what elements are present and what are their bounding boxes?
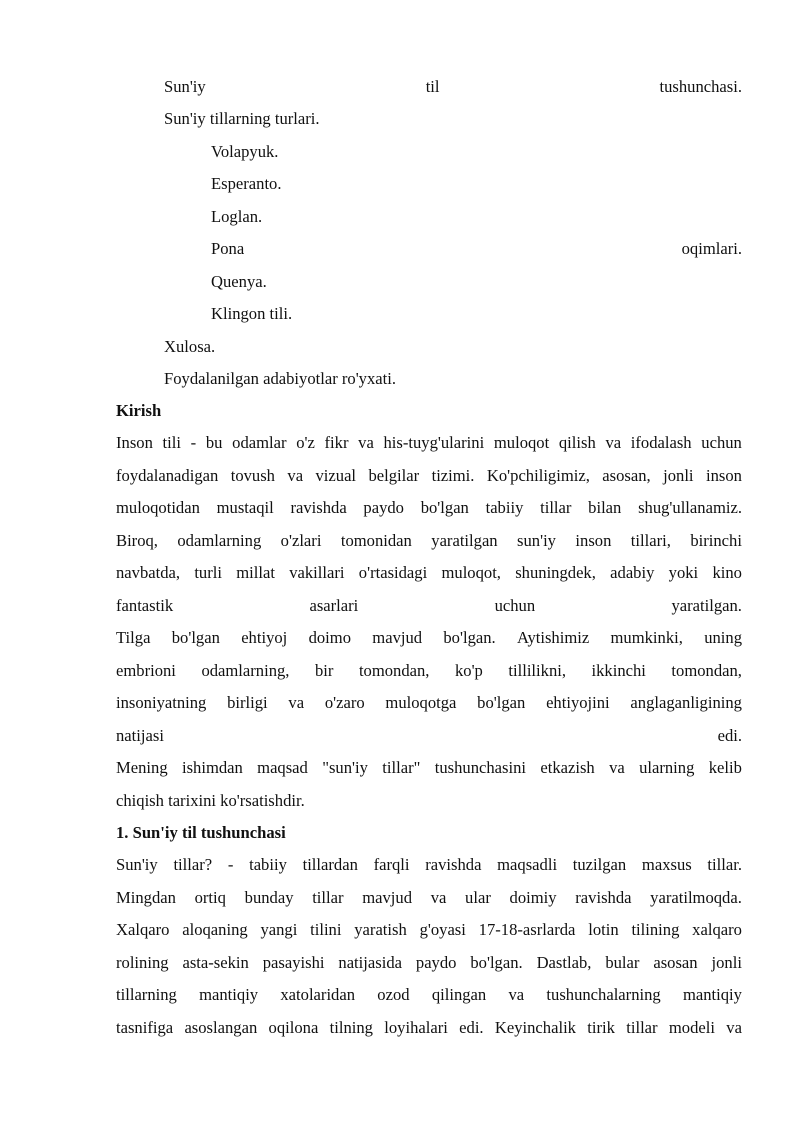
paragraph-line xyxy=(116,465,742,487)
word: xatolaridan xyxy=(280,985,356,1004)
word: Ko'pchiligimiz, xyxy=(486,466,590,485)
word: bo'lgan. xyxy=(443,628,496,647)
word: turli xyxy=(194,563,222,582)
toc-item-references: Foydalanilgan adabiyotlar ro'yxati. xyxy=(164,369,397,388)
word: farqli xyxy=(373,855,410,874)
word: bo'lgan xyxy=(420,498,469,517)
word: foydalanadigan xyxy=(116,466,219,485)
toc-item-conclusion: Xulosa. xyxy=(164,337,216,356)
word: shug'ullanamiz. xyxy=(638,498,742,517)
paragraph-line xyxy=(116,887,742,909)
word: mustaqil xyxy=(216,498,274,517)
word: embrioni xyxy=(116,661,176,680)
word: insoniyatning xyxy=(116,693,207,712)
word: shuningdek, xyxy=(515,563,596,582)
word: Inson xyxy=(116,433,153,452)
word: ularning xyxy=(639,758,695,777)
word: bilan xyxy=(588,498,622,517)
toc-subitem: Loglan. xyxy=(211,207,263,226)
word: tizimi. xyxy=(431,466,475,485)
word: paydo xyxy=(363,498,404,517)
word: odamlar xyxy=(232,433,287,452)
word: tillar? xyxy=(173,855,213,874)
section-heading-intro: Kirish xyxy=(116,401,162,420)
paragraph-line xyxy=(116,562,742,584)
word: tillar. xyxy=(707,855,742,874)
paragraph-line xyxy=(116,660,742,682)
word: oqimlari. xyxy=(681,239,742,258)
toc-item-types: Sun'iy tillarning turlari. xyxy=(164,109,320,128)
section-heading-concept: 1. Sun'iy til tushunchasi xyxy=(116,823,286,842)
word: modeli xyxy=(668,1018,715,1037)
word: ortiq xyxy=(194,888,226,907)
word: tilini xyxy=(310,920,342,939)
paragraph-line xyxy=(116,952,742,974)
word: yaratilgan. xyxy=(671,596,742,615)
word: Aytishimiz xyxy=(516,628,590,647)
word: tillarning xyxy=(116,985,177,1004)
word: tirik xyxy=(587,1018,615,1037)
paragraph-line xyxy=(116,497,742,519)
word: edi. xyxy=(459,1018,484,1037)
word: paydo xyxy=(415,953,457,972)
word: muloqot xyxy=(493,433,550,452)
word: yoki xyxy=(668,563,699,582)
word: etkazish xyxy=(540,758,595,777)
word: oqilona xyxy=(268,1018,319,1037)
paragraph-line xyxy=(116,692,742,714)
paragraph-line xyxy=(116,432,742,454)
word: va xyxy=(609,758,625,777)
word: ifodalash xyxy=(630,433,692,452)
toc-subitem xyxy=(211,238,742,260)
word: o'z xyxy=(296,433,315,452)
word: tomonidan xyxy=(340,531,412,550)
word: uning xyxy=(704,628,742,647)
word: natijasida xyxy=(338,953,402,972)
word: yaratilmoqda. xyxy=(650,888,742,907)
word: va xyxy=(508,985,525,1004)
word: bu xyxy=(205,433,223,452)
paragraph-line xyxy=(116,919,742,941)
toc-subitem: Quenya. xyxy=(211,272,267,291)
word: asosan xyxy=(653,953,698,972)
word: tasnifiga xyxy=(116,1018,174,1037)
word: asarlari xyxy=(309,596,359,615)
word: Sun'iy xyxy=(116,855,158,874)
word: bo'lgan xyxy=(171,628,220,647)
word: ravishda xyxy=(425,855,482,874)
word: o'zlari xyxy=(280,531,322,550)
word: tillilikni, xyxy=(508,661,566,680)
paragraph-line xyxy=(116,854,742,876)
paragraph-line: chiqish tarixini ko'rsatishdir. xyxy=(116,791,305,810)
word: odamlarning, xyxy=(201,661,290,680)
word: his-tuyg'ularini xyxy=(383,433,485,452)
word: tillar xyxy=(312,888,344,907)
word: loyihalari xyxy=(384,1018,448,1037)
word: tillar xyxy=(540,498,572,517)
word: jonli xyxy=(711,953,742,972)
word: mantiqiy xyxy=(682,985,742,1004)
paragraph-line xyxy=(116,725,742,747)
word: ishimdan xyxy=(181,758,243,777)
word: doimo xyxy=(308,628,351,647)
word: va xyxy=(726,1018,742,1037)
word: Keyinchalik xyxy=(494,1018,576,1037)
word: bular xyxy=(605,953,640,972)
word: ikkinchi xyxy=(591,661,646,680)
toc-subitem: Volapyuk. xyxy=(211,142,279,161)
word: maxsus xyxy=(641,855,692,874)
word: kelib xyxy=(708,758,742,777)
word: natijasi xyxy=(116,726,164,745)
word: tuzilgan xyxy=(572,855,627,874)
toc-subitem: Esperanto. xyxy=(211,174,282,193)
word: lotin xyxy=(588,920,619,939)
word: pasayishi xyxy=(262,953,325,972)
word: navbatda, xyxy=(116,563,181,582)
word: vakillari xyxy=(289,563,345,582)
word: bir xyxy=(314,661,334,680)
word: mumkinki, xyxy=(610,628,683,647)
toc-subitem: Klingon tili. xyxy=(211,304,293,323)
word: o'rtasidagi xyxy=(358,563,428,582)
word: maqsad xyxy=(257,758,308,777)
word: tillari, xyxy=(630,531,671,550)
word: jonli xyxy=(663,466,694,485)
word: tabiiy xyxy=(485,498,524,517)
word: tili xyxy=(162,433,181,452)
word: inson xyxy=(575,531,612,550)
word: tomondan, xyxy=(358,661,430,680)
paragraph-line xyxy=(116,627,742,649)
word: fikr xyxy=(324,433,349,452)
word: kino xyxy=(712,563,742,582)
word: mavjud xyxy=(362,888,412,907)
word: uchun xyxy=(701,433,742,452)
word: ko'p xyxy=(454,661,483,680)
word: tushunchalarning xyxy=(546,985,661,1004)
word: Xalqaro xyxy=(116,920,170,939)
word: tilining xyxy=(631,920,680,939)
word: va xyxy=(358,433,374,452)
word: yangi xyxy=(260,920,298,939)
word: 17-18-asrlarda xyxy=(478,920,576,939)
word: belgilar xyxy=(368,466,420,485)
word: odamlarning xyxy=(177,531,262,550)
word: fantastik xyxy=(116,596,174,615)
word: ehtiyojini xyxy=(546,693,610,712)
word: yaratilgan xyxy=(431,531,498,550)
word: bunday xyxy=(244,888,294,907)
word: qilish xyxy=(558,433,596,452)
word: mavjud xyxy=(372,628,423,647)
word: ravishda xyxy=(575,888,632,907)
word: birligi xyxy=(227,693,268,712)
word: Pona xyxy=(211,239,245,258)
paragraph-line xyxy=(116,530,742,552)
word: ehtiyoj xyxy=(241,628,288,647)
word: aloqaning xyxy=(182,920,248,939)
word: tillar" xyxy=(382,758,421,777)
word: bo'lgan xyxy=(477,693,526,712)
word: Mening xyxy=(116,758,168,777)
word: va xyxy=(288,693,305,712)
word: yaratish xyxy=(354,920,407,939)
word: uchun xyxy=(494,596,536,615)
word: sun'iy xyxy=(517,531,556,550)
word: Sun'iy xyxy=(164,77,206,96)
word: ravishda xyxy=(290,498,347,517)
word: muloqot, xyxy=(441,563,501,582)
word: tushunchasi. xyxy=(659,77,742,96)
word: o'zaro xyxy=(324,693,365,712)
word: tushunchasini xyxy=(434,758,526,777)
word: bo'lgan. xyxy=(470,953,523,972)
word: asta-sekin xyxy=(182,953,249,972)
word: Dastlab, xyxy=(536,953,592,972)
word: edi. xyxy=(717,726,742,745)
word: va xyxy=(430,888,447,907)
word: rolining xyxy=(116,953,169,972)
word: ozod xyxy=(377,985,410,1004)
word: mantiqiy xyxy=(199,985,259,1004)
word: vizual xyxy=(315,466,357,485)
paragraph-line xyxy=(116,757,742,779)
paragraph-line xyxy=(116,595,742,617)
word: - xyxy=(190,433,197,452)
word: muloqotga xyxy=(385,693,457,712)
word: tomondan, xyxy=(671,661,742,680)
paragraph-line xyxy=(116,984,742,1006)
word: millat xyxy=(236,563,275,582)
word: va xyxy=(605,433,622,452)
word: qilingan xyxy=(431,985,487,1004)
toc-item-concept xyxy=(164,76,742,98)
word: tovush xyxy=(230,466,275,485)
word: "sun'iy xyxy=(322,758,368,777)
word: muloqotidan xyxy=(116,498,200,517)
word: Mingdan xyxy=(116,888,176,907)
word: tilning xyxy=(329,1018,373,1037)
word: asoslangan xyxy=(184,1018,258,1037)
word: doimiy xyxy=(509,888,557,907)
word: tillar xyxy=(626,1018,658,1037)
word: adabiy xyxy=(610,563,655,582)
word: ular xyxy=(465,888,491,907)
word: tillardan xyxy=(302,855,358,874)
word: maqsadli xyxy=(497,855,558,874)
word: - xyxy=(227,855,234,874)
word: g'oyasi xyxy=(419,920,466,939)
word: Tilga xyxy=(116,628,151,647)
word: xalqaro xyxy=(692,920,742,939)
word: birinchi xyxy=(690,531,742,550)
word: anglaganligining xyxy=(630,693,742,712)
word: inson xyxy=(705,466,742,485)
word: til xyxy=(425,77,440,96)
word: va xyxy=(287,466,304,485)
word: asosan, xyxy=(602,466,651,485)
paragraph-line xyxy=(116,1017,742,1039)
word: Biroq, xyxy=(116,531,158,550)
word: tabiiy xyxy=(249,855,287,874)
